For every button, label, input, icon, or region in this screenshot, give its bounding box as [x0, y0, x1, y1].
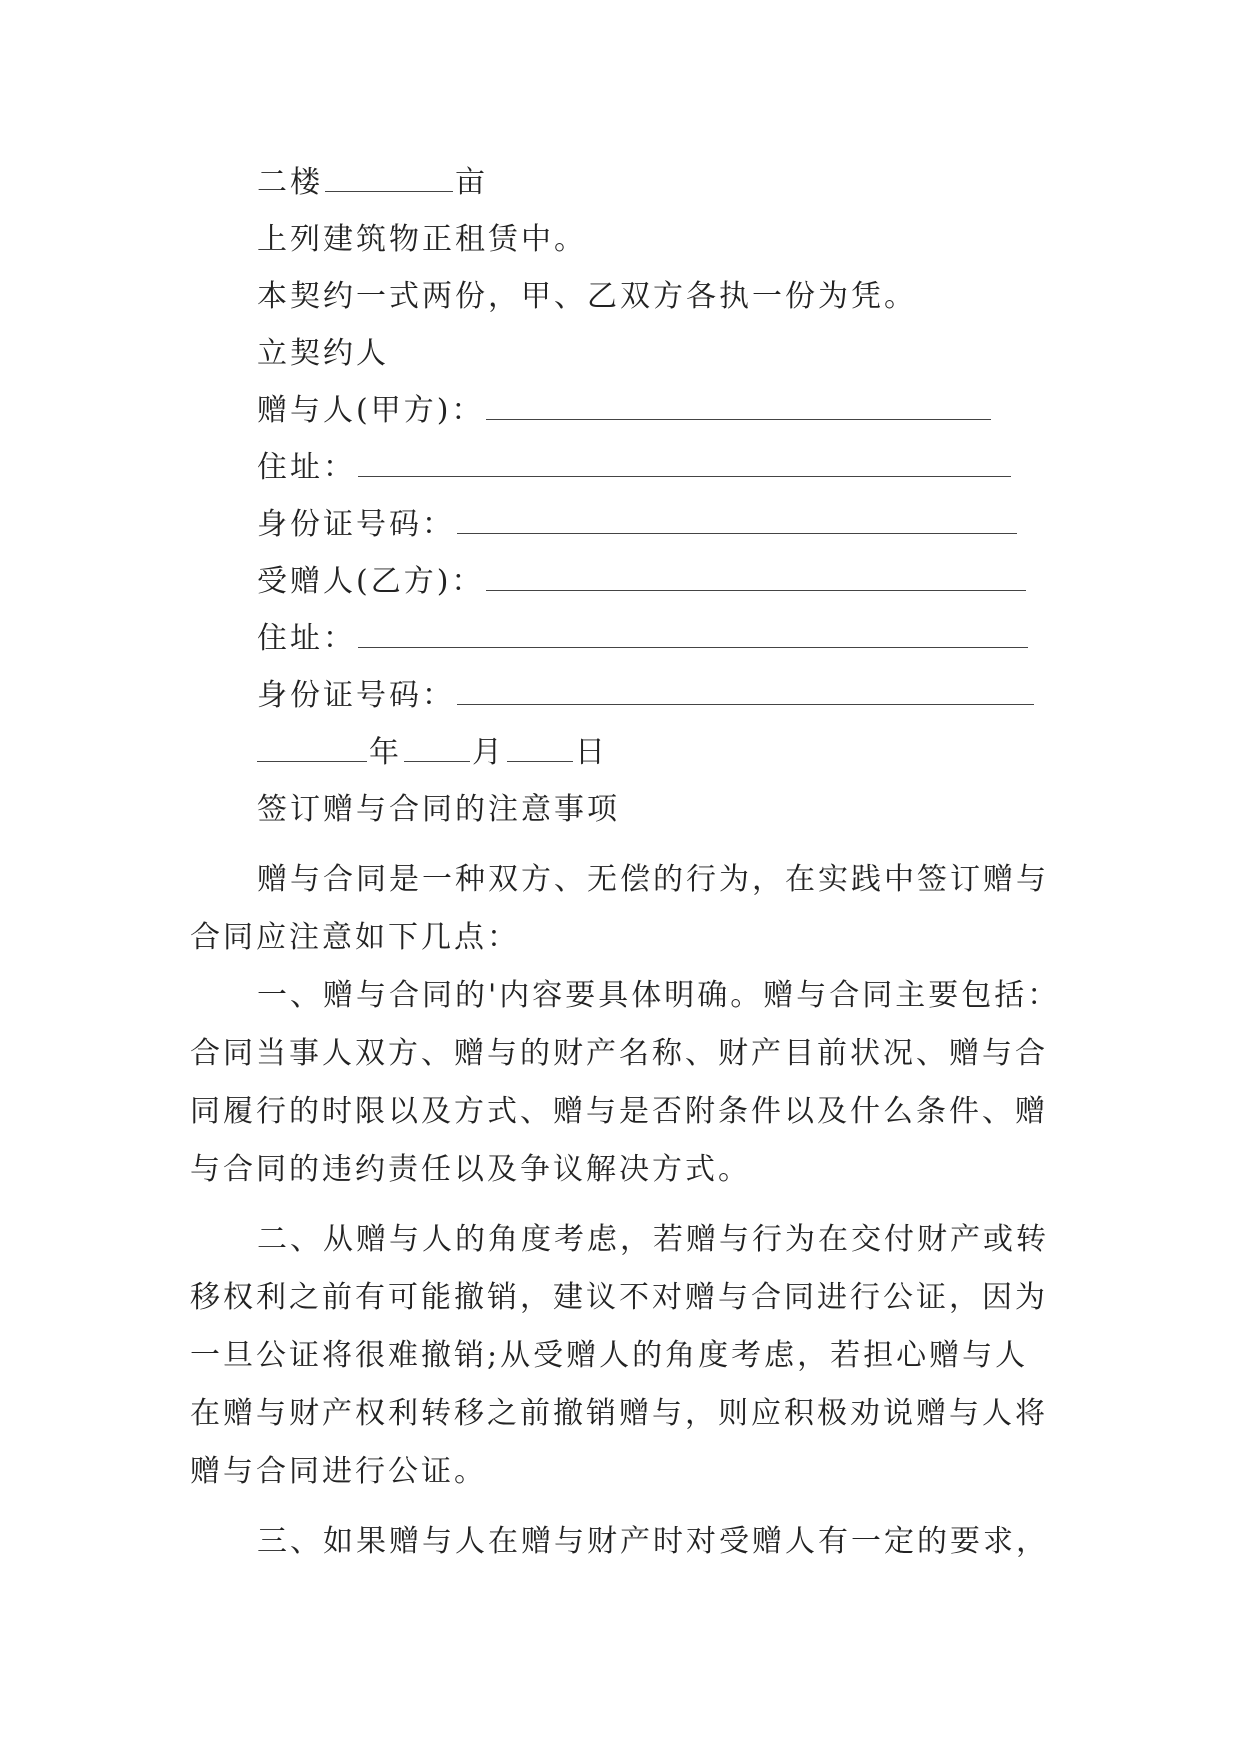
donee-id-blank [457, 676, 1034, 705]
floor-line [257, 163, 488, 203]
donor-id-line [257, 505, 1019, 545]
floor-label: 二楼 [257, 165, 323, 200]
body-line: 与合同的违约责任以及争议解决方式。 [190, 1152, 751, 1187]
donee-address-blank [358, 619, 1028, 648]
donor-id-blank [457, 505, 1017, 534]
donee-address-line [257, 619, 1030, 659]
donor-id-label: 身份证号码： [257, 507, 455, 542]
donor-line [257, 391, 993, 431]
year-blank [257, 733, 367, 762]
notes-heading: 签订赠与合同的注意事项 [257, 792, 620, 827]
donee-address-label: 住址： [257, 621, 356, 656]
floor-area-blank [325, 163, 453, 192]
donor-blank [486, 391, 991, 420]
day-blank [507, 733, 573, 762]
body-line: 三、如果赠与人在赠与财产时对受赠人有一定的要求， [257, 1524, 1049, 1559]
body-line: 合同应注意如下几点： [190, 920, 520, 955]
body-line: 一、赠与合同的'内容要具体明确。赠与合同主要包括： [257, 978, 1061, 1013]
day-label: 日 [575, 735, 608, 770]
month-blank [404, 733, 470, 762]
donee-id-line [257, 676, 1036, 716]
donee-line [257, 562, 1028, 602]
body-line: 一旦公证将很难撤销;从受赠人的角度考虑，若担心赠与人 [190, 1338, 1029, 1373]
donee-label: 受赠人(乙方)： [257, 564, 485, 599]
rented-note: 上列建筑物正租赁中。 [257, 222, 587, 257]
date-line [257, 733, 608, 773]
donee-id-label: 身份证号码： [257, 678, 455, 713]
signatories-heading: 立契约人 [257, 336, 389, 371]
year-label: 年 [369, 735, 402, 770]
body-line: 合同当事人双方、赠与的财产名称、财产目前状况、赠与合 [190, 1036, 1048, 1071]
donor-address-line [257, 448, 1013, 488]
month-label: 月 [472, 735, 505, 770]
body-line: 同履行的时限以及方式、赠与是否附条件以及什么条件、赠 [190, 1094, 1048, 1129]
body-line: 在赠与财产权利转移之前撤销赠与，则应积极劝说赠与人将 [190, 1396, 1048, 1431]
donor-address-label: 住址： [257, 450, 356, 485]
copies-note: 本契约一式两份，甲、乙双方各执一份为凭。 [257, 279, 917, 314]
donor-label: 赠与人(甲方)： [257, 393, 485, 428]
floor-unit: 亩 [455, 165, 488, 200]
body-line: 二、从赠与人的角度考虑，若赠与行为在交付财产或转 [257, 1222, 1049, 1257]
donor-address-blank [358, 448, 1011, 477]
body-line: 赠与合同进行公证。 [190, 1454, 487, 1489]
body-line: 移权利之前有可能撤销，建议不对赠与合同进行公证，因为 [190, 1280, 1048, 1315]
donee-blank [486, 562, 1026, 591]
body-line: 赠与合同是一种双方、无偿的行为，在实践中签订赠与 [257, 862, 1049, 897]
